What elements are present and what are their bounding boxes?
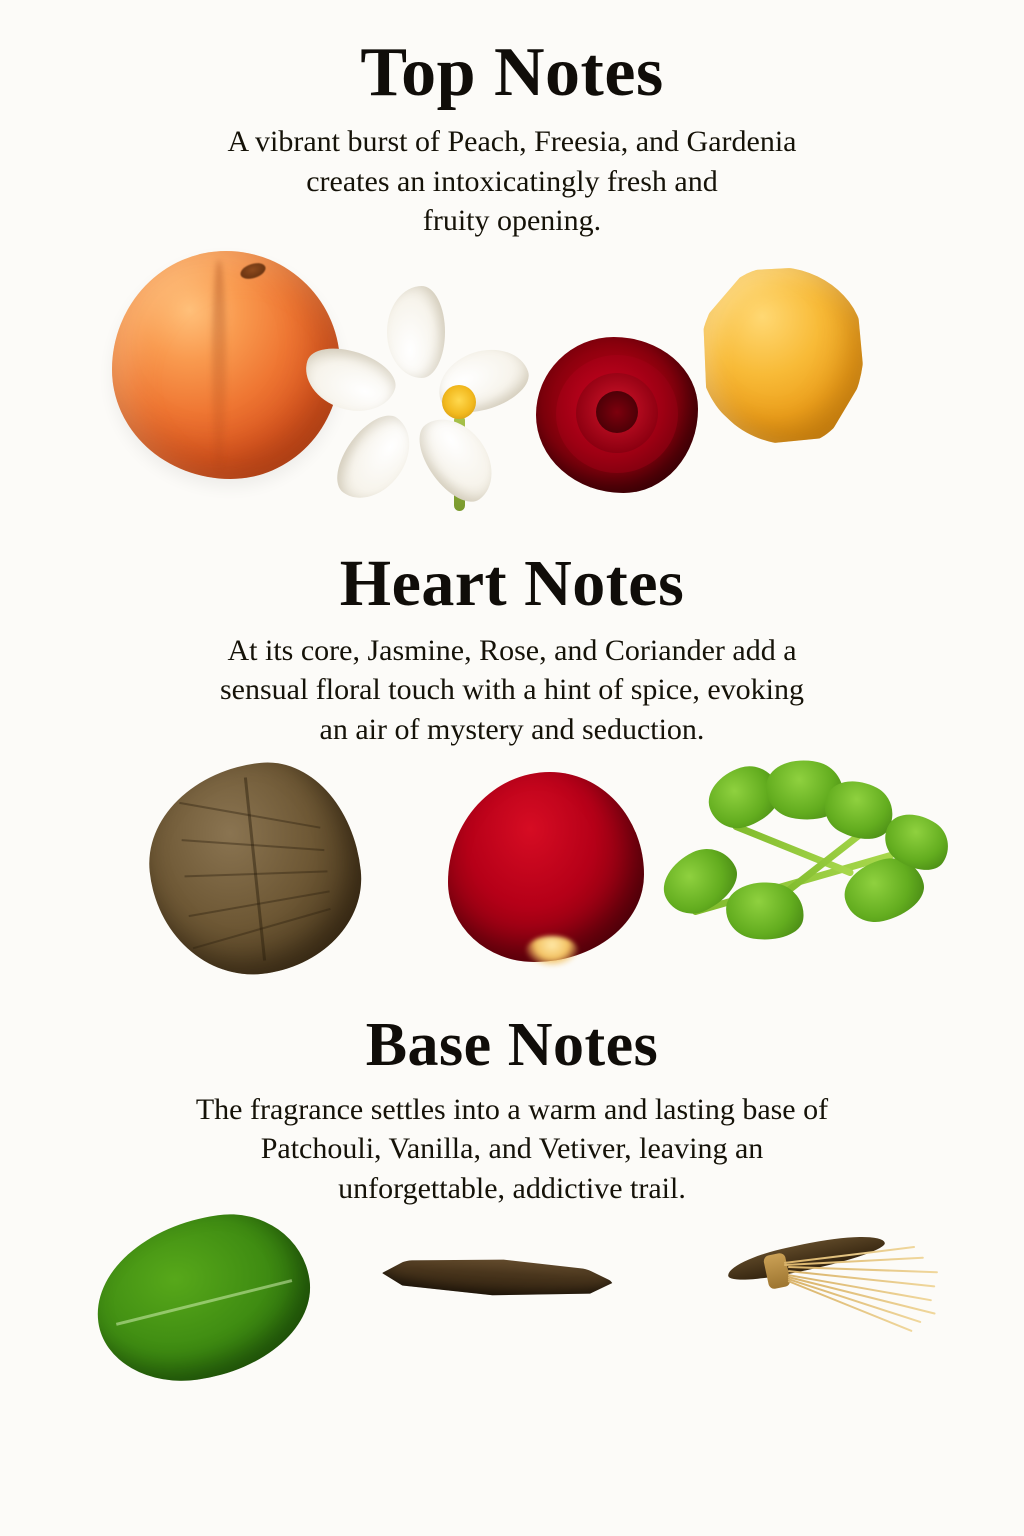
base-notes-description-line-3: unforgettable, addictive trail. <box>338 1171 686 1205</box>
heart-notes-description-line-3: an air of mystery and seduction. <box>319 712 705 746</box>
vanilla-pod-image <box>381 1250 615 1304</box>
gardenia-petal <box>387 286 445 378</box>
dry-brown-leaf-image <box>140 753 371 984</box>
top-notes-description-line-1: A vibrant burst of Peach, Freesia, and Gardenia <box>227 125 797 158</box>
rose-petal-image <box>448 772 644 962</box>
section-heart-notes <box>0 541 1024 1008</box>
petal-light-tip <box>526 936 578 966</box>
leaf-midrib <box>116 1280 292 1327</box>
red-rose-image <box>536 337 698 493</box>
base-notes-description-line-1: The fragrance settles into a warm and lasting base of <box>195 1092 829 1126</box>
vetiver-root-image <box>692 1226 942 1346</box>
peach-crease <box>212 260 226 470</box>
top-notes-description <box>92 122 932 241</box>
base-notes-description-line-2: Patchouli, Vanilla, and Vetiver, leaving an <box>260 1132 764 1166</box>
gardenia-center <box>442 385 476 419</box>
patchouli-leaf-image <box>86 1204 321 1392</box>
heart-notes-description-line-1: At its core, Jasmine, Rose, and Coriander add a <box>227 633 797 667</box>
top-notes-description-line-2: creates an intoxicatingly fresh and <box>306 164 718 198</box>
base-notes-specimen-row <box>0 1208 1024 1418</box>
heart-notes-specimen-row <box>0 750 1024 1008</box>
gardenia-flower-image <box>360 303 560 513</box>
top-notes-specimen-row <box>0 241 1024 541</box>
base-notes-title: Base Notes <box>365 1010 659 1079</box>
heart-notes-title: Heart Notes <box>339 546 685 620</box>
base-notes-description <box>92 1090 932 1209</box>
rose-core <box>596 391 638 433</box>
heart-notes-description-line-2: sensual floral touch with a hint of spice, evoking <box>219 673 805 707</box>
coriander-sprig-image <box>648 760 958 960</box>
gardenia-petal <box>324 404 425 513</box>
section-base-notes <box>0 1008 1024 1419</box>
top-notes-title: Top Notes <box>360 34 664 111</box>
peach-stem-icon <box>238 261 267 282</box>
heart-notes-description <box>92 631 932 750</box>
top-notes-description-line-3: fruity opening. <box>422 204 602 238</box>
vetiver-fiber <box>788 1280 913 1332</box>
section-top-notes <box>0 0 1024 541</box>
freesia-gold-piece-image <box>700 267 864 445</box>
